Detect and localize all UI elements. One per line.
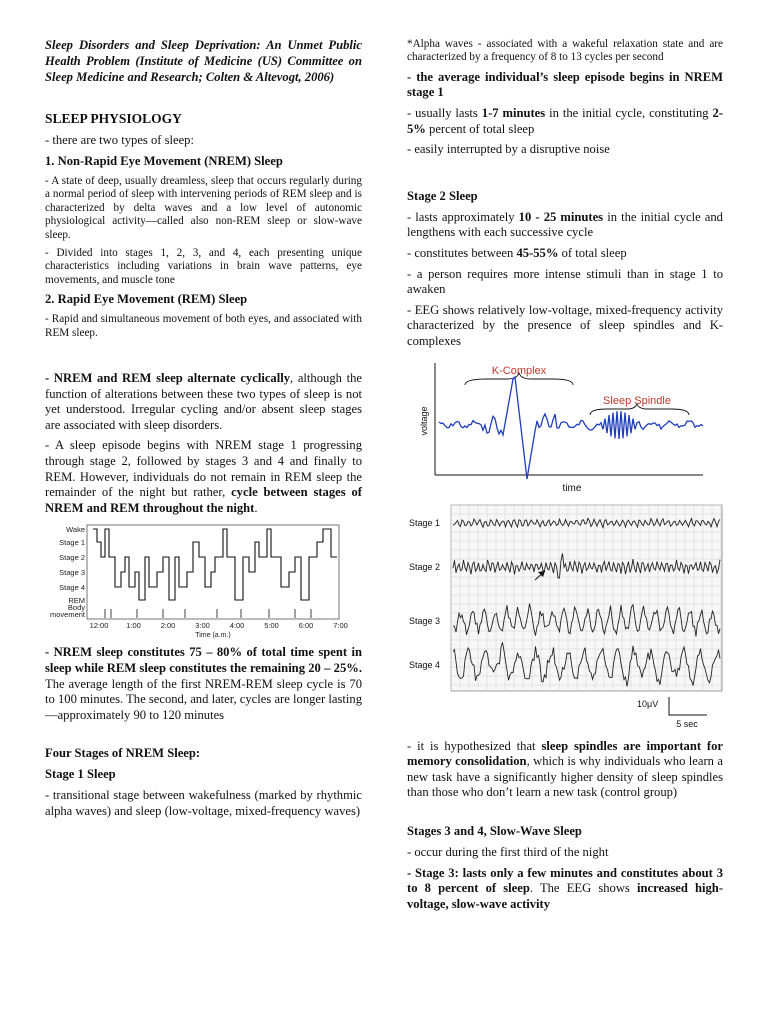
hypnogram-y-label: Stage 4 (59, 583, 85, 593)
rem-title: 2. Rapid Eye Movement (REM) Sleep (45, 292, 248, 307)
hypnogram-y-label: Stage 3 (59, 568, 85, 578)
k-complex-label: K-Complex (491, 364, 547, 377)
eeg-stage-label: Stage 4 (409, 659, 441, 670)
rem-paragraph: - Rapid and simultaneous movement of both eyes, and associated with REM sleep. (45, 313, 362, 339)
hypnogram-x-label: 7:00 (333, 621, 348, 631)
eeg-scale-voltage: 10μV (637, 698, 659, 709)
k-ylabel: voltage (419, 406, 429, 436)
episode-bold: cycle between stages of NREM and REM throughout the night (45, 485, 362, 515)
nrem-paragraph-1: - A state of deep, usually dreamless, sleep that occurs regularly during a normal period of sleep with intervening periods of REM sleep and is characterized by delta waves and a low level of autonomic physiological activity—called also non-REM sleep or slow-wave sleep. (45, 174, 362, 241)
right-column (407, 38, 723, 917)
k-xlabel: time (562, 482, 582, 494)
eeg-grid-frame (451, 505, 722, 691)
stage2-title: Stage 2 Sleep (407, 188, 478, 203)
sleep-spindle-label: Sleep Spindle (603, 394, 671, 407)
sws-title: Stages 3 and 4, Slow-Wave Sleep (407, 823, 582, 838)
hypnogram-x-label: 6:00 (298, 621, 314, 631)
k-complex-wave (439, 377, 703, 479)
hypnogram-x-label: 2:00 (160, 621, 176, 631)
stage1-begin: - the average individual’s sleep episode begins in NREM stage 1 (407, 69, 723, 100)
four-stages-title: Four Stages of NREM Sleep: (45, 746, 201, 761)
hypnogram-x-label: 12:00 (89, 621, 109, 631)
sws-timing: - occur during the first third of the night (407, 844, 609, 859)
episode-paragraph: - A sleep episode begins with NREM stage 1 progressing through stage 2, followed by stages 3 and 4 and finally to REM. However, individuals do not remain in REM sleep the remainder of the night but rather, cycle between stages of NREM and REM throughout the night. (45, 438, 362, 515)
hypnogram-x-label: 5:00 (264, 621, 279, 631)
stage1-noise: - easily interrupted by a disruptive noise (407, 142, 610, 157)
stage1-title: Stage 1 Sleep (45, 767, 116, 782)
hypnogram-x-title: Time (a.m.) (195, 632, 231, 640)
intro-text: - there are two types of sleep: (45, 133, 194, 148)
hypnogram-y-label: Wake (66, 525, 85, 535)
hypnogram-y-label: REM (68, 596, 85, 606)
nrem-paragraph-2: - Divided into stages 1, 2, 3, and 4, each presenting unique characteristics including variations in brain wave patterns, eye movements, and muscle tone (45, 247, 362, 286)
section-heading: SLEEP PHYSIOLOGY (45, 111, 182, 127)
constitution-bold: - NREM sleep constitutes 75 – 80% of total time spent in sleep while REM sleep constitutes the remaining 20 – 25%. (45, 645, 362, 675)
sws-stage3: - Stage 3: lasts only a few minutes and constitutes about 3 to 8 percent of sleep. The EEG shows increased high-voltage, slow-wave activity (407, 865, 723, 911)
hypnogram-x-label: 3:00 (195, 621, 210, 631)
eeg-stages-figure (407, 501, 723, 733)
stage1-duration: - usually lasts 1-7 minutes in the initial cycle, constituting 2-5% percent of total sleep (407, 106, 723, 136)
eeg-stage-label: Stage 3 (409, 615, 441, 626)
hypnogram-x-label: 1:00 (126, 621, 141, 631)
hypnogram-figure (45, 521, 348, 640)
constitution-paragraph: - NREM sleep constitutes 75 – 80% of total time spent in sleep while REM sleep constitutes the remaining 20 – 25%. The average length of the first NREM-REM sleep cycle is 70 to 100 minutes. The second, and later, cycles are longer lasting—approximately 90 to 120 minutes (45, 645, 362, 722)
hypnogram-y-label: Body (67, 603, 85, 613)
stage2-share: - constitutes between 45-55% of total sleep (407, 245, 627, 260)
hypnogram-x-label: 4:00 (229, 621, 245, 631)
eeg-stage-label: Stage 1 (409, 517, 441, 528)
hypnogram-y-label: Stage 2 (59, 553, 85, 563)
spindle-paragraph: - it is hypothesized that sleep spindles are important for memory consolidation, which is why individuals who learn a new task have a significantly higher density of sleep spindles than those who don’t learn a new task (control group) (407, 738, 724, 800)
left-column (45, 38, 362, 825)
stage2-eeg: - EEG shows relatively low-voltage, mixed-frequency activity characterized by the presence of sleep spindles and K-complexes (407, 302, 723, 348)
alpha-waves-note: *Alpha waves - associated with a wakeful relaxation state and are characterized by a frequency of 8 to 13 cycles per second (407, 38, 723, 64)
citation: Sleep Disorders and Sleep Deprivation: An Unmet Public Health Problem (Institute of Medicine (US) Committee on Sleep Medicine and Research; Colten & Altevogt, 2006) (45, 38, 362, 84)
alternation-paragraph: - NREM and REM sleep alternate cyclically, although the function of alterations between these two types of sleep is not yet understood. Irregular cycling and/or absent sleep stages are associated with sleep disorders. (45, 371, 362, 432)
nrem-title: 1. Non-Rapid Eye Movement (NREM) Sleep (45, 153, 283, 168)
hypnogram-trace (93, 529, 337, 600)
alternation-bold: - NREM and REM sleep alternate cyclically (45, 371, 290, 386)
eeg-scale-bar (669, 697, 707, 715)
eeg-stage-label: Stage 2 (409, 561, 441, 572)
hypnogram-y-label: movement (49, 610, 85, 620)
stage2-duration: - lasts approximately 10 - 25 minutes in the initial cycle and lengthens with each successive cycle (407, 209, 723, 240)
stage2-stimuli: - a person requires more intense stimuli than in stage 1 to awaken (407, 266, 723, 297)
k-complex-figure (407, 355, 707, 495)
eeg-scale-time: 5 sec (676, 718, 698, 729)
stage1-paragraph: - transitional stage between wakefulness (marked by rhythmic alpha waves) and sleep (low-voltage, mixed-frequency waves) (45, 788, 362, 818)
hypnogram-y-label: Stage 1 (59, 538, 85, 548)
